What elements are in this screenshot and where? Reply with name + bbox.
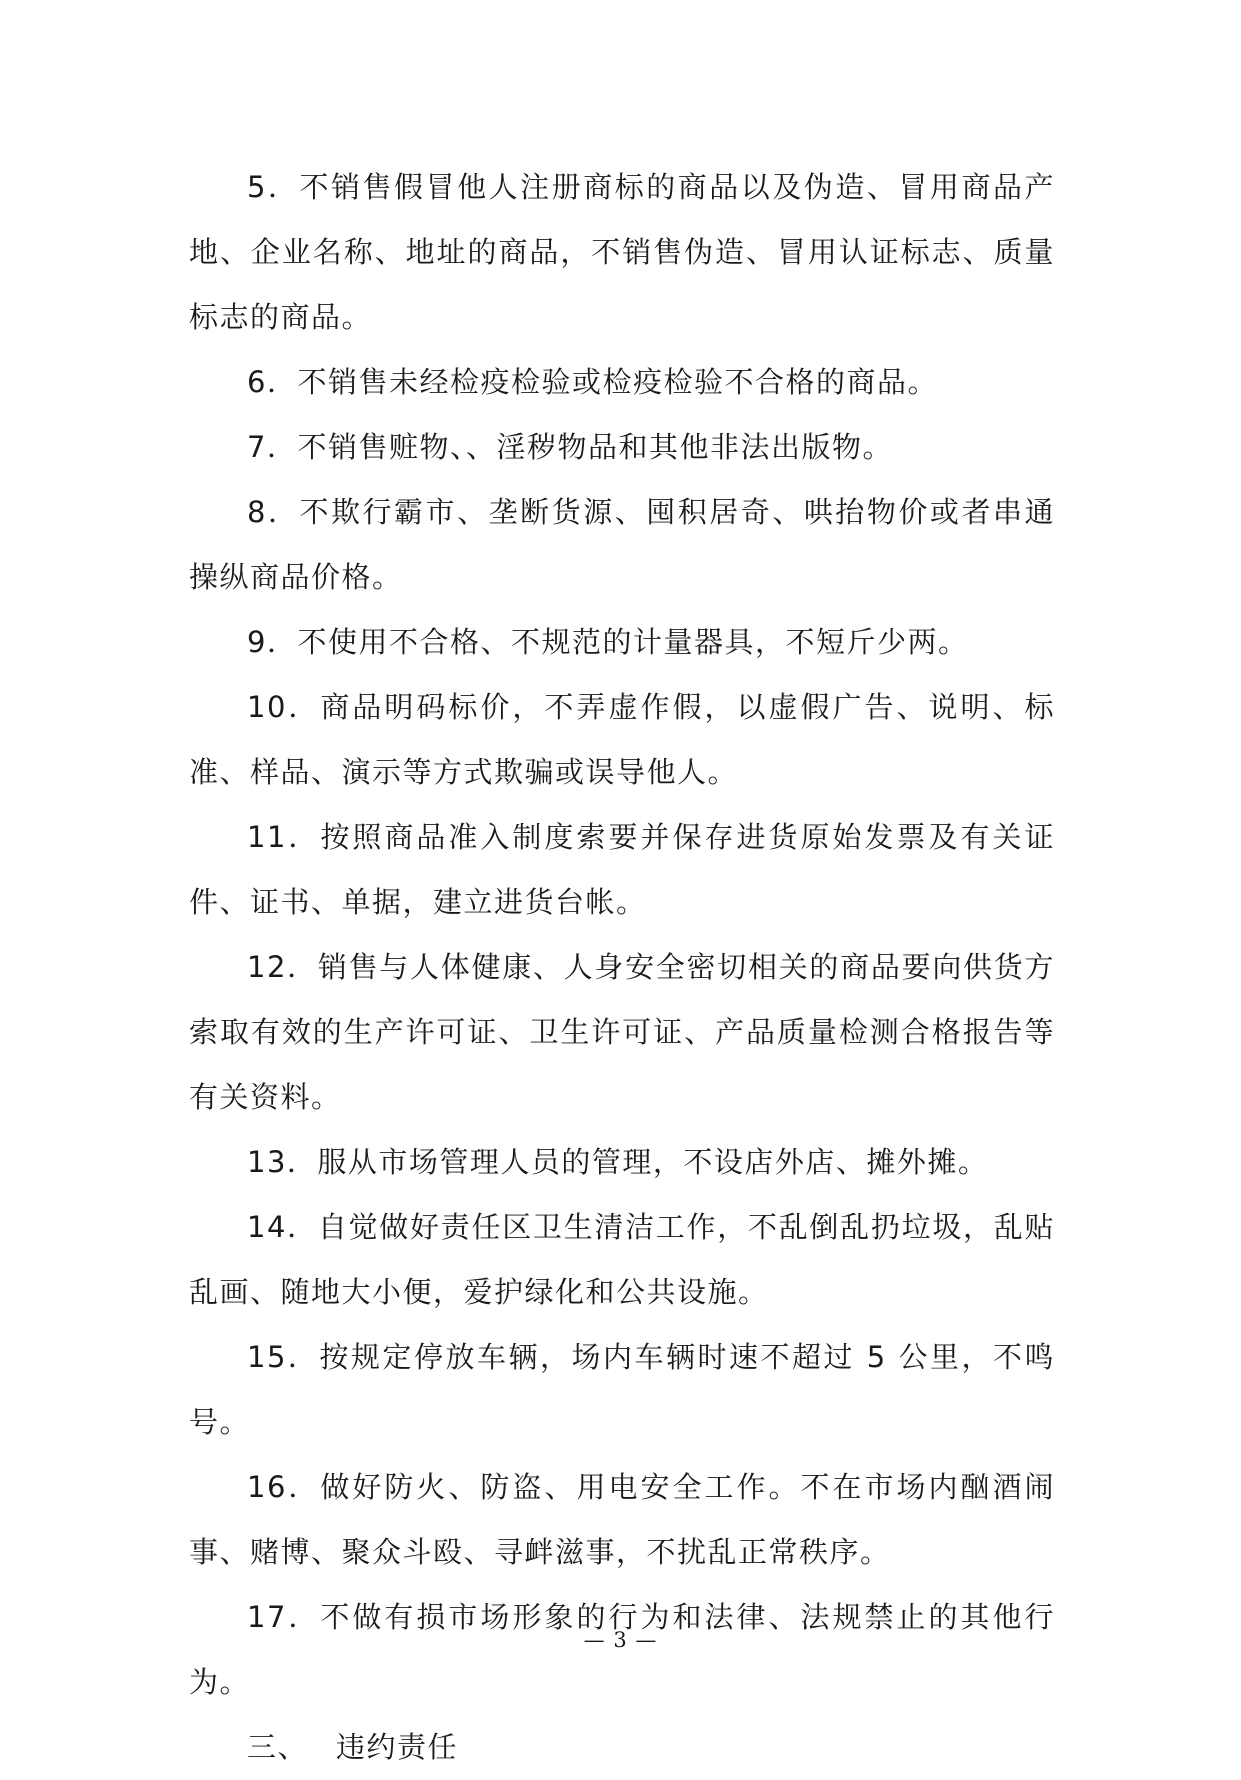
clause-5: 5．不销售假冒他人注册商标的商品以及伪造、冒用商品产地、企业名称、地址的商品，不销售伪造、冒用认证标志、质量标志的商品。 — [189, 170, 1055, 334]
clause-12: 12．销售与人体健康、人身安全密切相关的商品要向供货方索取有效的生产许可证、卫生许可证、产品质量检测合格报告等有关资料。 — [189, 950, 1055, 1114]
clause-13: 13．服从市场管理人员的管理，不设店外店、摊外摊。 — [247, 1145, 989, 1179]
clause-15: 15．按规定停放车辆，场内车辆时速不超过 5 公里，不鸣号。 — [189, 1340, 1055, 1439]
document-body — [189, 155, 1055, 1780]
clause-8: 8．不欺行霸市、垄断货源、囤积居奇、哄抬物价或者串通操纵商品价格。 — [189, 495, 1055, 594]
clause-16: 16．做好防火、防盗、用电安全工作。不在市场内酗酒闹事、赌博、聚众斗殴、寻衅滋事，不扰乱正常秩序。 — [189, 1470, 1055, 1569]
section-heading-number: 三、 — [247, 1730, 309, 1764]
clause-7: 7．不销售赃物、、淫秽物品和其他非法出版物。 — [247, 430, 893, 464]
clause-9: 9．不使用不合格、不规范的计量器具，不短斤少两。 — [247, 625, 969, 659]
clause-14: 14．自觉做好责任区卫生清洁工作，不乱倒乱扔垃圾，乱贴乱画、随地大小便，爱护绿化和公共设施。 — [189, 1210, 1055, 1309]
clause-10: 10．商品明码标价，不弄虚作假，以虚假广告、说明、标准、样品、演示等方式欺骗或误导他人。 — [189, 690, 1055, 789]
page-number: — 3 — — [583, 1628, 658, 1652]
section-heading — [189, 1715, 1055, 1780]
clause-6: 6．不销售未经检疫检验或检疫检验不合格的商品。 — [247, 365, 938, 399]
section-heading-title: 违约责任 — [336, 1730, 459, 1764]
clause-17: 17．不做有损市场形象的行为和法律、法规禁止的其他行为。 — [189, 1600, 1055, 1699]
clause-11: 11．按照商品准入制度索要并保存进货原始发票及有关证件、证书、单据，建立进货台帐。 — [189, 820, 1055, 919]
